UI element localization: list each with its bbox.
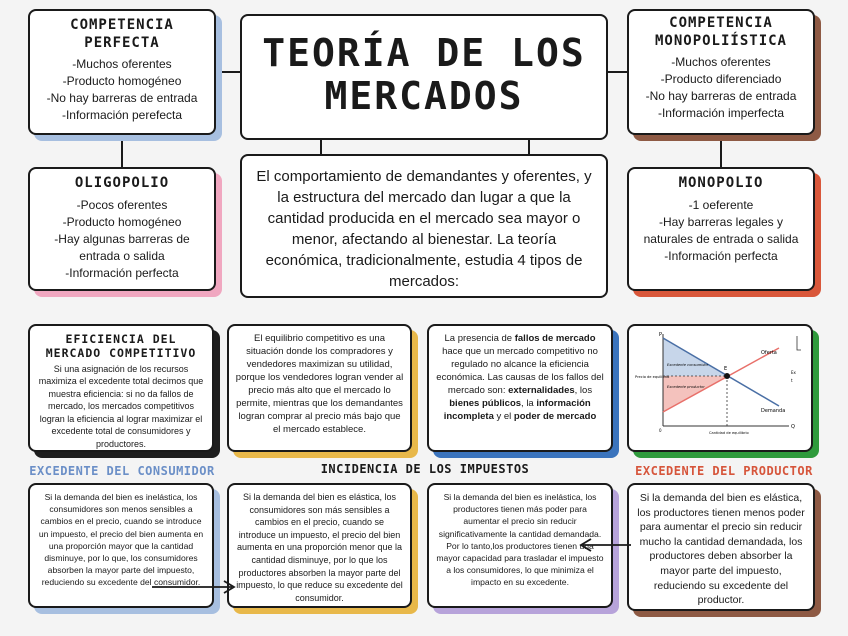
page-title-line1: TEORÍA DE LOS <box>262 31 586 75</box>
graph-card <box>627 324 813 452</box>
bracket-mark <box>797 336 801 350</box>
fallos-term: externalidades <box>508 385 575 396</box>
list-item: -Producto homogéneo <box>62 74 182 88</box>
arrow-right-icon <box>150 580 240 594</box>
competencia-perfecta-card <box>28 9 216 135</box>
equilibrio-text: El equilibrio competitivo es una situación donde los compradores y vendedores maximizan su utilidad, porque los vendedores logran vender al precio más alto que el mercado lo permite, mientras que los demandantes logran comprar al precio más bajo que el mercado establece. <box>235 333 404 435</box>
list-item: -Hay barreras legales y naturales de entrada o salida <box>643 214 799 246</box>
competencia-perfecta-title: COMPETENCIA PERFECTA <box>70 17 174 51</box>
list-item: -1 oeferente <box>688 197 754 212</box>
title-card <box>240 14 608 140</box>
connector-line <box>320 140 322 154</box>
connector-line <box>121 135 123 167</box>
impuesto-text: Si la demanda del bien es inelástica, los consumidores son menos sensibles a cambios en el precio, cuando se introduce un impuesto, el precio del bien aumenta en una proporción mayor que la cantidad disminuye, por lo que, los consumidores absorben la mayor parte del impuesto, reduciendo su excedente del consumidor. <box>38 492 204 588</box>
excedente-consumidor-label: Excedente consumidor <box>667 363 709 367</box>
eficiencia-text: Si una asignación de los recursos maximiza el excedente total decimos que muestra eficiencia: si no da fallos de mercado, los mercados competitivos logran la eficiencia al lograr maximizar el excedente total de consumidores y productores. <box>38 363 204 449</box>
monopolio-card <box>627 167 815 291</box>
impuesto-text: Si la demanda del bien es elástica, los productores tienen menos poder para aumentar el precio sin reducir mucho la cantidad demandada, los productores deben absorber la mayor parte del impuesto, reduciendo su excedente del productor. <box>637 492 805 607</box>
demanda-label: Demanda <box>761 408 786 414</box>
list-item: -Información perfecta <box>65 265 179 280</box>
origin-label: 0 <box>659 428 662 433</box>
competencia-monopolistica-card <box>627 9 815 135</box>
eficiencia-card <box>28 324 214 452</box>
list-item: -Producto homogéneo <box>62 214 182 229</box>
excedente-productor-label: Excedente productor <box>667 385 705 389</box>
competencia-monopolistica-title: COMPETENCIA MONOPOLIÍSTICA <box>654 15 787 49</box>
intro-card <box>240 154 608 298</box>
list-item: -Producto diferenciado <box>660 72 782 86</box>
surplus-graph <box>629 326 811 450</box>
page-title-line2: MERCADOS <box>324 74 524 118</box>
list-item: -No hay barreras de entrada <box>46 91 198 105</box>
list-item: -Hay algunas barreras de entrada o salida <box>54 231 190 263</box>
connector-line <box>528 140 530 154</box>
connector-line <box>216 71 240 73</box>
fallos-term: poder de mercado <box>513 411 597 422</box>
p-axis-label: P <box>659 332 663 338</box>
impuesto-text: Si la demanda del bien es elástica, los consumidores son más sensibles a cambios en el precio, cuando se introduce un impuesto, el precio del bien aumenta en una proporción menor que la cantidad disminuye, por lo que los productores absorben la mayor parte del impuesto, lo que reduce su excedente del consumidor. <box>236 492 403 603</box>
list-item: -Muchos oferentes <box>671 55 771 69</box>
excedente-consumidor-heading: EXCEDENTE DEL CONSUMIDOR <box>29 464 215 478</box>
connector-line <box>608 71 627 73</box>
oligopolio-card <box>28 167 216 291</box>
excedente-productor-heading: EXCEDENTE DEL PRODUCTOR <box>635 464 813 478</box>
list-item: -Pocos oferentes <box>76 197 168 212</box>
fallos-term: bienes públicos <box>449 398 522 409</box>
fallos-card <box>427 324 613 452</box>
connector-line <box>720 135 722 167</box>
oferta-label: Oferta <box>761 350 777 356</box>
impuesto-text: Si la demanda del bien es inelástica, los productores tienen más poder para aumentar el precio sin reducir significativamente la cantidad demandada. Por lo tanto,los productores tienen una mayor capacidad para trasladar el impuesto a los consumidores, lo que minimiza el impacto en su excedente. <box>436 492 604 588</box>
q-axis-label: Q <box>791 424 795 430</box>
list-item: -Información imperfecta <box>657 106 785 120</box>
equilibrium-label: E <box>724 366 728 372</box>
oligopolio-title: OLIGOPOLIO <box>74 175 170 191</box>
cantidad-equilibrio-label: Cantidad de equilibrio <box>709 431 749 435</box>
impuesto-productor-elastico-card <box>627 483 815 611</box>
impuesto-consumidor-elastico-card <box>227 483 412 608</box>
list-item: -Información perfecta <box>664 248 778 263</box>
intro-text: El comportamiento de demandantes y oferentes, y la estructura del mercado dan lugar a que la cantidad producida en el mercado sea mayor o menor, afectando al bienestar. La teoría económica, tradicionalmente, estudia 4 tipos de mercados: <box>256 168 592 290</box>
list-item: -Muchos oferentes <box>72 57 172 71</box>
arrow-left-icon <box>577 538 633 552</box>
fallos-term: fallos de mercado <box>514 333 596 344</box>
equilibrio-card <box>227 324 412 452</box>
list-item: -No hay barreras de entrada <box>645 89 797 103</box>
eficiencia-title: EFICIENCIA DEL MERCADO COMPETITIVO <box>45 332 197 361</box>
cut-label-2: t <box>791 378 793 383</box>
fallos-text: La presencia de fallos de mercado hace que un mercado competitivo no regulado no alcance la eficiencia económica. Las causas de los fallos del mercado son: externalidades, los bienes públicos, la información incompleta y el poder de mercado <box>436 333 604 422</box>
precio-equilibrio-label: Precio de equilibrio <box>635 375 670 379</box>
equilibrium-point <box>724 373 730 379</box>
incidencia-impuestos-heading: INCIDENCIA DE LOS IMPUESTOS <box>320 462 530 476</box>
list-item: -Información perefecta <box>61 108 183 122</box>
fallos-term: información incompleta <box>443 398 591 422</box>
monopolio-title: MONOPOLIO <box>678 175 764 191</box>
cut-label-1: Ex <box>791 370 796 375</box>
